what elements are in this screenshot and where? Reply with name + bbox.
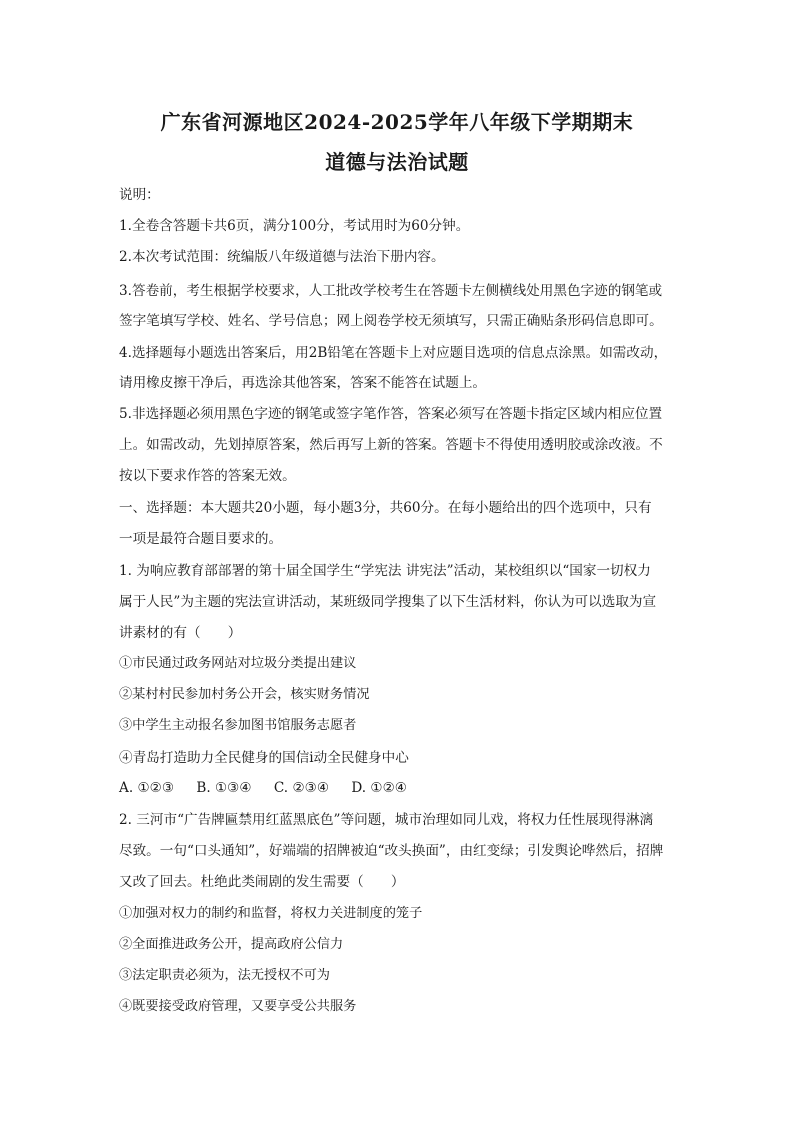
note-4-line2: 请用橡皮擦干净后，再选涂其他答案，答案不能答在试题上。: [119, 375, 487, 391]
q1-choice-c: C. ②③④: [273, 780, 330, 796]
q2-statement-1: ①加强对权力的制约和监督，将权力关进制度的笼子: [119, 906, 423, 921]
note-1: 1.全卷含答题卡共6页，满分100分，考试用时为60分钟。: [119, 218, 470, 234]
section1-instruction-line2: 一项是最符合题目要求的。: [119, 531, 283, 547]
q1-choice-b: B. ①③④: [196, 780, 252, 796]
q1-stem-line1: 1. 为响应教育部部署的第十届全国学生“学宪法 讲宪法”活动，某校组织以“国家一切权力: [119, 563, 651, 579]
note-2: 2.本次考试范围：统编版八年级道德与法治下册内容。: [119, 249, 445, 265]
q2-statement-3: ③法定职责必须为，法无授权不可为: [119, 968, 330, 983]
note-5-line2: 上。如需改动，先划掉原答案，然后再写上新的答案。答题卡不得使用透明胶或涂改液。不: [119, 437, 663, 453]
section1-instruction-line1: 一、选择题：本大题共20小题，每小题3分，共60分。在每小题给出的四个选项中，只有: [119, 500, 652, 516]
note-3-line2: 签字笔填写学校、姓名、学号信息；网上阅卷学校无须填写，只需正确贴条形码信息即可。: [119, 313, 663, 329]
q1-choice-a: A. ①②③: [119, 780, 175, 796]
note-5-line3: 按以下要求作答的答案无效。: [119, 468, 296, 484]
q2-stem-line3: 又改了回去。杜绝此类闹剧的发生需要（ ）: [119, 874, 405, 890]
q2-statement-2: ②全面推进政务公开，提高政府公信力: [119, 937, 344, 952]
q1-choices: [119, 778, 684, 798]
q1-statement-1: ①市民通过政务网站对垃圾分类提出建议: [119, 656, 357, 671]
note-5-line1: 5.非选择题必须用黑色字迹的钢笔或签字笔作答，答案必须写在答题卡指定区域内相应位置: [119, 406, 663, 422]
q1-statement-2: ②某村村民参加村务公开会，核实财务情况: [119, 687, 370, 702]
q2-stem-line1: 2. 三河市“广告牌匾禁用红蓝黑底色”等问题，城市治理如同儿戏，将权力任性展现得淋漓: [119, 812, 654, 828]
notes-heading: 说明：: [119, 187, 160, 203]
q1-statement-4: ④青岛打造助力全民健身的国信ⅰ动全民健身中心: [119, 750, 409, 766]
q1-stem-line3: 讲素材的有（ ）: [119, 625, 242, 641]
q1-choice-d: D. ①②④: [351, 780, 407, 796]
q2-statement-4: ④既要接受政府管理，又要享受公共服务: [119, 999, 357, 1014]
q1-stem-line2: 属于人民”为主题的宪法宣讲活动，某班级同学搜集了以下生活材料，你认为可以选取为宣: [119, 594, 657, 610]
note-3-line1: 3.答卷前，考生根据学校要求，人工批改学校考生在答题卡左侧横线处用黑色字迹的钢笔或: [119, 283, 663, 299]
note-4-line1: 4.选择题每小题选出答案后，用2B铅笔在答题卡上对应题目选项的信息点涂黑。如需改动，: [119, 345, 668, 361]
q2-stem-line2: 尽致。一句“口头通知”，好端端的招牌被迫“改头换面”，由红变绿；引发舆论哗然后，招牌: [119, 843, 664, 859]
exam-title-line1: 广东省河源地区2024-2025学年八年级下学期期末: [160, 110, 634, 134]
q1-statement-3: ③中学生主动报名参加图书馆服务志愿者: [119, 718, 357, 733]
exam-title-line2: 道德与法治试题: [325, 150, 469, 174]
